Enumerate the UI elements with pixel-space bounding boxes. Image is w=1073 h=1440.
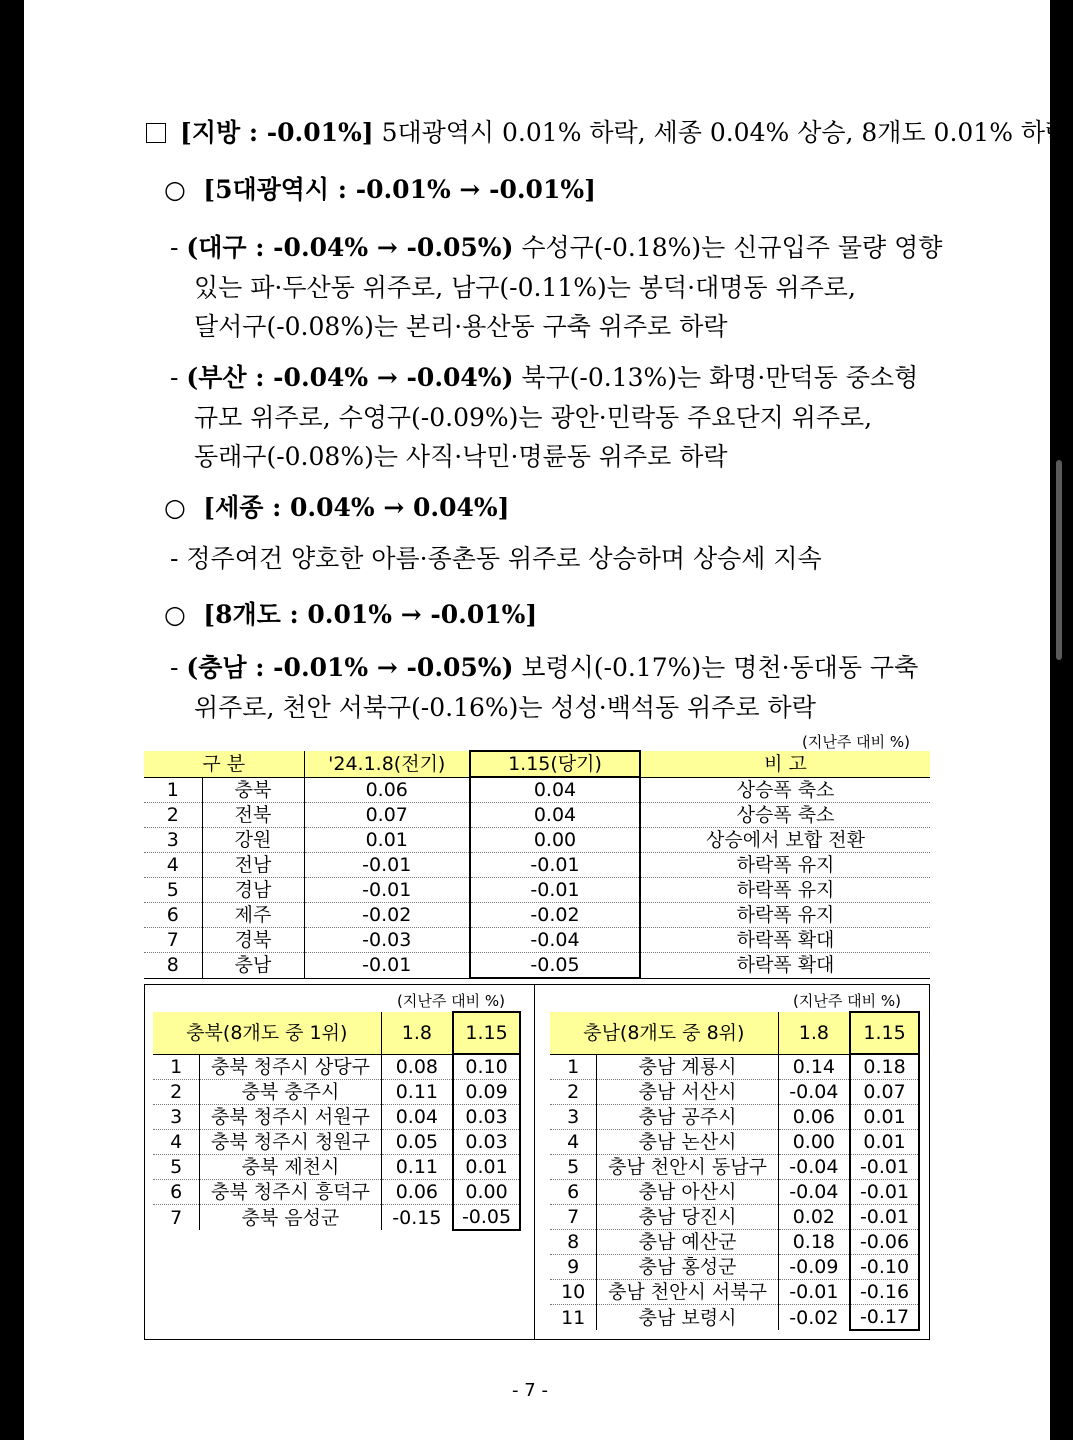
region-name: 충남 예산군 xyxy=(597,1230,778,1255)
row-number: 1 xyxy=(144,777,202,803)
table-row xyxy=(144,878,930,903)
prev-value: 0.01 xyxy=(304,828,470,853)
circle-bullet-icon: ○ xyxy=(164,600,204,629)
note: 하락폭 유지 xyxy=(640,878,930,903)
row-number: 3 xyxy=(550,1105,597,1130)
region-name: 충남 홍성군 xyxy=(597,1255,778,1280)
table-row xyxy=(550,1155,919,1180)
note: 상승에서 보합 전환 xyxy=(640,828,930,853)
row-number: 10 xyxy=(550,1280,597,1305)
current-value: -0.01 xyxy=(850,1155,919,1180)
table-header-row xyxy=(550,1012,919,1054)
chungnam-line-2: 위주로, 천안 서북구(-0.16%)는 성성·백석동 위주로 하락 xyxy=(194,693,816,722)
current-value: 0.03 xyxy=(453,1130,520,1155)
prev-value: -0.02 xyxy=(304,903,470,928)
region-name: 충북 xyxy=(202,777,304,803)
table-row xyxy=(550,1080,919,1105)
row-number: 1 xyxy=(153,1054,200,1080)
row-number: 4 xyxy=(144,853,202,878)
prev-value: 0.02 xyxy=(778,1205,850,1230)
current-value: -0.01 xyxy=(470,853,640,878)
header-current: 1.15(당기) xyxy=(470,751,640,777)
heading-line xyxy=(146,113,1069,149)
daegu-line-2: 있는 파·두산동 위주로, 남구(-0.11%)는 봉덕·대명동 위주로, xyxy=(194,273,856,302)
current-value: -0.04 xyxy=(470,928,640,953)
row-number: 5 xyxy=(153,1155,200,1180)
current-value: -0.16 xyxy=(850,1280,919,1305)
header-region: 충남(8개도 중 8위) xyxy=(550,1012,778,1054)
row-number: 7 xyxy=(153,1205,200,1231)
current-value: 0.00 xyxy=(453,1180,520,1205)
sejong-heading: ○ [세종 : 0.04% → 0.04%] xyxy=(164,493,510,522)
row-number: 6 xyxy=(144,903,202,928)
prev-value: -0.03 xyxy=(304,928,470,953)
row-number: 5 xyxy=(550,1155,597,1180)
current-value: -0.06 xyxy=(850,1230,919,1255)
region-name: 충북 음성군 xyxy=(200,1205,381,1231)
frame-divider xyxy=(534,984,535,1340)
current-value: 0.10 xyxy=(453,1054,520,1080)
table-row xyxy=(153,1080,520,1105)
table-row xyxy=(153,1180,520,1205)
current-value: -0.05 xyxy=(453,1205,520,1231)
heading-rest: 5대광역시 0.01% 하락, 세종 0.04% 상승, 8개도 0.01% 하락 xyxy=(373,118,1070,147)
row-number: 8 xyxy=(144,953,202,979)
row-number: 2 xyxy=(144,803,202,828)
left-table-unit: (지난주 대비 %) xyxy=(397,992,505,1010)
current-value: 0.09 xyxy=(453,1080,520,1105)
note: 상승폭 축소 xyxy=(640,803,930,828)
region-name: 충남 xyxy=(202,953,304,979)
row-number: 9 xyxy=(550,1255,597,1280)
table-row xyxy=(550,1130,919,1155)
prev-value: 0.04 xyxy=(381,1105,453,1130)
current-value: -0.02 xyxy=(470,903,640,928)
region-name: 충남 공주시 xyxy=(597,1105,778,1130)
table-row xyxy=(144,953,930,979)
current-value: 0.18 xyxy=(850,1054,919,1080)
region-name: 충남 천안시 동남구 xyxy=(597,1155,778,1180)
current-value: 0.01 xyxy=(453,1155,520,1180)
metro-heading: ○ [5대광역시 : -0.01% → -0.01%] xyxy=(164,175,596,204)
table-row xyxy=(550,1205,919,1230)
region-name: 전북 xyxy=(202,803,304,828)
row-number: 4 xyxy=(550,1130,597,1155)
prev-value: -0.01 xyxy=(304,853,470,878)
row-number: 6 xyxy=(550,1180,597,1205)
prev-value: 0.08 xyxy=(381,1054,453,1080)
prev-value: 0.11 xyxy=(381,1080,453,1105)
region-name: 충남 아산시 xyxy=(597,1180,778,1205)
table-row xyxy=(153,1155,520,1180)
row-number: 3 xyxy=(144,828,202,853)
region-name: 충남 계룡시 xyxy=(597,1054,778,1080)
current-value: -0.01 xyxy=(850,1180,919,1205)
table-row xyxy=(144,803,930,828)
table-row xyxy=(550,1305,919,1331)
table-row xyxy=(144,903,930,928)
prev-value: 0.05 xyxy=(381,1130,453,1155)
sejong-line-1: - 정주여건 양호한 아름·종촌동 위주로 상승하며 상승세 지속 xyxy=(170,544,822,573)
provinces-heading: ○ [8개도 : 0.01% → -0.01%] xyxy=(164,600,538,629)
header-prev: 1.8 xyxy=(381,1012,453,1054)
busan-line-2: 규모 위주로, 수영구(-0.09%)는 광안·민락동 주요단지 위주로, xyxy=(194,403,873,432)
region-name: 강원 xyxy=(202,828,304,853)
prev-value: -0.01 xyxy=(304,953,470,979)
row-number: 7 xyxy=(144,928,202,953)
region-name: 충북 청주시 청원구 xyxy=(200,1130,381,1155)
table-row xyxy=(550,1105,919,1130)
circle-bullet-icon: ○ xyxy=(164,493,204,522)
header-current: 1.15 xyxy=(850,1012,919,1054)
current-value: 0.04 xyxy=(470,777,640,803)
chungnam-line-1: - (충남 : -0.01% → -0.05%) 보령시(-0.17%)는 명천·동대동 구축 xyxy=(170,653,919,682)
table-row xyxy=(153,1130,520,1155)
note: 하락폭 확대 xyxy=(640,928,930,953)
region-name: 충남 논산시 xyxy=(597,1130,778,1155)
region-name: 충북 청주시 서원구 xyxy=(200,1105,381,1130)
prev-value: -0.04 xyxy=(778,1180,850,1205)
row-number: 2 xyxy=(550,1080,597,1105)
table-row xyxy=(550,1180,919,1205)
table-row xyxy=(153,1205,520,1231)
current-value: 0.07 xyxy=(850,1080,919,1105)
heading-bold: [지방 : -0.01%] xyxy=(180,118,374,147)
table-row xyxy=(144,777,930,803)
prev-value: -0.01 xyxy=(304,878,470,903)
region-name: 충남 당진시 xyxy=(597,1205,778,1230)
table-row xyxy=(153,1054,520,1080)
row-number: 8 xyxy=(550,1230,597,1255)
chungbuk-table xyxy=(153,1011,521,1231)
row-number: 7 xyxy=(550,1205,597,1230)
region-name: 충북 청주시 흥덕구 xyxy=(200,1180,381,1205)
table-header-row xyxy=(153,1012,520,1054)
main-table-unit: (지난주 대비 %) xyxy=(802,733,910,751)
table-row xyxy=(550,1230,919,1255)
note: 하락폭 확대 xyxy=(640,953,930,979)
current-value: 0.04 xyxy=(470,803,640,828)
regional-comparison-table xyxy=(144,750,930,979)
current-value: 0.01 xyxy=(850,1105,919,1130)
table-row xyxy=(550,1280,919,1305)
daegu-line-3: 달서구(-0.08%)는 본리·용산동 구축 위주로 하락 xyxy=(194,312,728,341)
row-number: 1 xyxy=(550,1054,597,1080)
daegu-line-1: - (대구 : -0.04% → -0.05%) 수성구(-0.18%)는 신규입주 물량 영향 xyxy=(170,233,943,262)
region-name: 제주 xyxy=(202,903,304,928)
region-name: 충남 천안시 서북구 xyxy=(597,1280,778,1305)
prev-value: 0.06 xyxy=(381,1180,453,1205)
region-name: 충남 서산시 xyxy=(597,1080,778,1105)
header-note: 비 고 xyxy=(640,751,930,777)
prev-value: -0.01 xyxy=(778,1280,850,1305)
prev-value: -0.04 xyxy=(778,1080,850,1105)
current-value: -0.05 xyxy=(470,953,640,979)
current-value: 0.00 xyxy=(470,828,640,853)
header-prev: '24.1.8(전기) xyxy=(304,751,470,777)
prev-value: -0.09 xyxy=(778,1255,850,1280)
table-row xyxy=(153,1105,520,1130)
table-row xyxy=(144,853,930,878)
page-number: - 7 - xyxy=(512,1380,548,1401)
header-current: 1.15 xyxy=(453,1012,520,1054)
scrollbar[interactable] xyxy=(1056,460,1062,660)
table-row xyxy=(550,1054,919,1080)
row-number: 5 xyxy=(144,878,202,903)
note: 하락폭 유지 xyxy=(640,903,930,928)
current-value: 0.01 xyxy=(850,1130,919,1155)
checkbox-square-icon xyxy=(146,123,166,143)
header-category: 구 분 xyxy=(144,751,304,777)
prev-value: -0.04 xyxy=(778,1155,850,1180)
current-value: -0.10 xyxy=(850,1255,919,1280)
region-name: 충북 제천시 xyxy=(200,1155,381,1180)
region-name: 전남 xyxy=(202,853,304,878)
row-number: 4 xyxy=(153,1130,200,1155)
circle-bullet-icon: ○ xyxy=(164,175,204,204)
region-name: 경남 xyxy=(202,878,304,903)
row-number: 11 xyxy=(550,1305,597,1331)
prev-value: -0.15 xyxy=(392,1206,442,1229)
row-number: 6 xyxy=(153,1180,200,1205)
current-value: -0.01 xyxy=(850,1205,919,1230)
region-name: 충북 충주시 xyxy=(200,1080,381,1105)
table-row xyxy=(550,1255,919,1280)
prev-value: 0.06 xyxy=(778,1105,850,1130)
prev-value: -0.02 xyxy=(789,1306,839,1329)
table-header-row xyxy=(144,751,930,777)
busan-line-1: - (부산 : -0.04% → -0.04%) 북구(-0.13%)는 화명·만덕동 중소형 xyxy=(170,363,919,392)
note: 하락폭 유지 xyxy=(640,853,930,878)
current-value: -0.17 xyxy=(850,1305,919,1331)
table-row xyxy=(144,828,930,853)
busan-line-3: 동래구(-0.08%)는 사직·낙민·명륜동 위주로 하락 xyxy=(194,442,728,471)
row-number: 3 xyxy=(153,1105,200,1130)
row-number: 2 xyxy=(153,1080,200,1105)
prev-value: 0.00 xyxy=(778,1130,850,1155)
region-name: 경북 xyxy=(202,928,304,953)
header-region: 충북(8개도 중 1위) xyxy=(153,1012,381,1054)
region-name: 충남 보령시 xyxy=(597,1305,778,1331)
prev-value: 0.14 xyxy=(778,1054,850,1080)
prev-value: 0.18 xyxy=(778,1230,850,1255)
header-prev: 1.8 xyxy=(778,1012,850,1054)
prev-value: 0.06 xyxy=(304,777,470,803)
table-row xyxy=(144,928,930,953)
current-value: -0.01 xyxy=(470,878,640,903)
right-table-unit: (지난주 대비 %) xyxy=(793,992,901,1010)
current-value: 0.03 xyxy=(453,1105,520,1130)
prev-value: 0.07 xyxy=(304,803,470,828)
region-name: 충북 청주시 상당구 xyxy=(200,1054,381,1080)
prev-value: 0.11 xyxy=(381,1155,453,1180)
chungnam-table xyxy=(550,1011,920,1331)
note: 상승폭 축소 xyxy=(640,777,930,803)
